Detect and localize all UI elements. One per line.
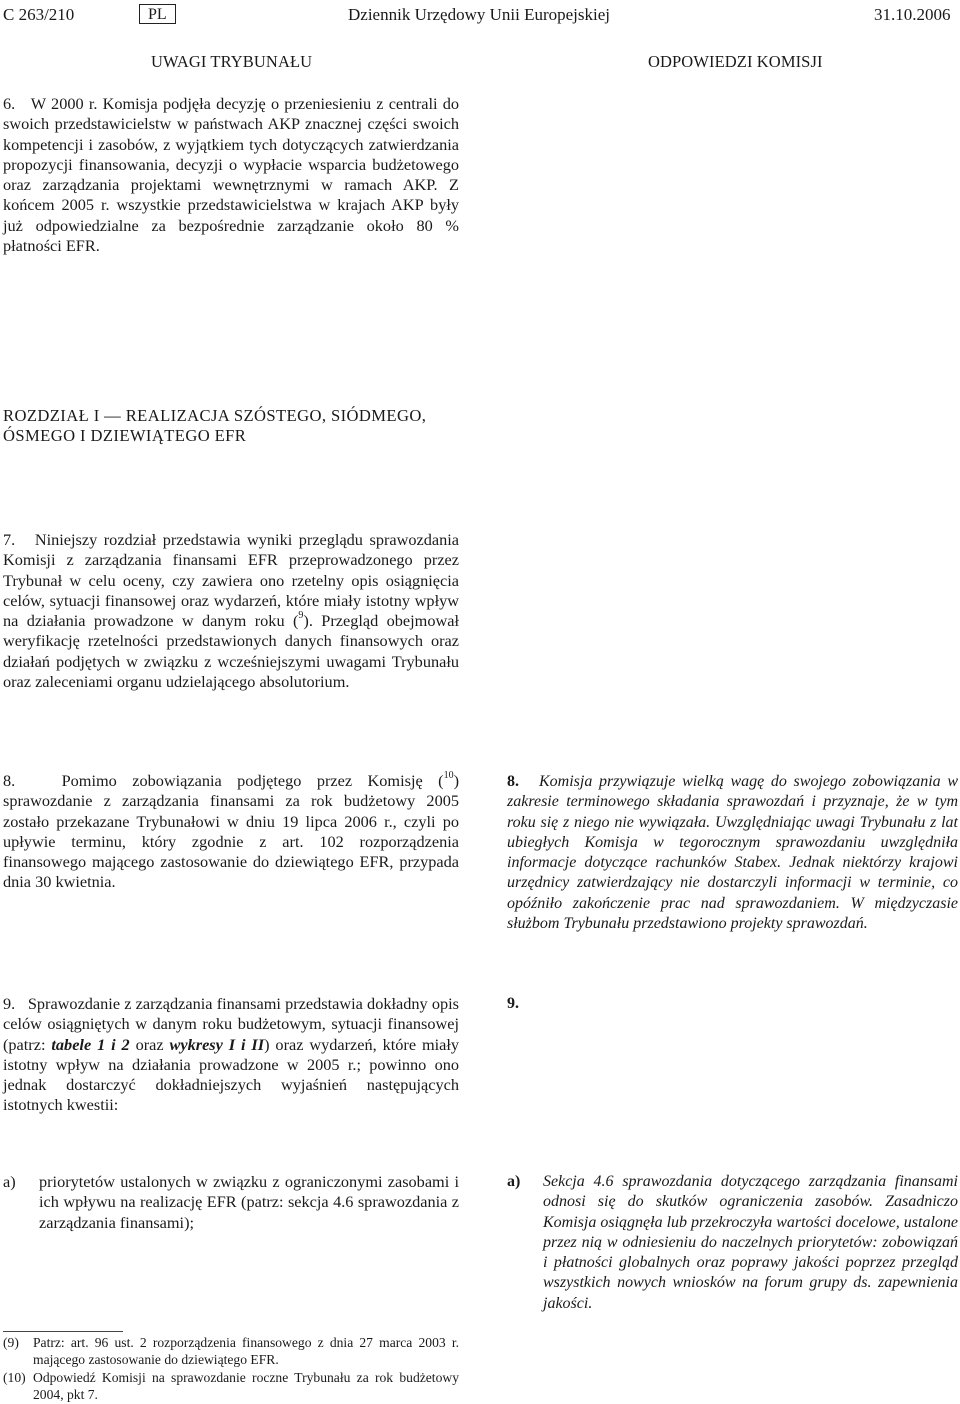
paragraph-text-part-1: Niniejszy rozdział przedstawia wyniki przeglądu sprawozdania Komisji z zarządzania finansami EFR przeprowadzonego przez Trybunał w celu oceny, czy zawiera ono rzetelny opis osiągnięcia celów, sytuacji finansowej oraz wydarzeń, które miały istotny wpływ na działania prowadzone w danym roku ( [3, 530, 459, 631]
footnote-label: (10) [3, 1369, 26, 1385]
paragraph-text-part-2: ). Przegląd obejmował weryfikację rzetelności przedstawionych danych finansowych oraz działań podjętych w związku z wcześniejszymi uwagami Trybunału oraz zaleceniami organu udzielającego absolutorium. [3, 611, 459, 692]
publication-date: 31.10.2006 [874, 5, 951, 24]
reply-point-label: a) [507, 1173, 521, 1190]
paragraph-text-part-1: Pomimo zobowiązania podjętego przez Komisję ( [61, 771, 444, 790]
reply-9 [507, 994, 958, 1014]
footnotes [3, 1334, 459, 1404]
reply-number: 9. [507, 995, 519, 1012]
left-column-title: UWAGI TRYBUNAŁU [151, 52, 313, 71]
paragraph-text-part-2: ) oraz wydarzeń, które miały istotny wpływ na działania prowadzone w 2005 r.; powinno ono jednak dostarczyć dokładniejszych wyjaśnień następujących istotnych kwestii: [3, 1034, 460, 1115]
charts-reference: wykresy I i II [169, 1034, 265, 1054]
paragraph-number: 7. [3, 530, 16, 549]
footnote-divider [3, 1331, 123, 1332]
language-code: PL [139, 4, 176, 24]
footnote-reference[interactable]: 10 [443, 770, 454, 781]
paragraph-text-part-1: Sprawozdanie z zarządzania finansami przedstawia dokładny opis celów osiągniętych w danym roku budżetowym, sytuacji finansowej (patrz: [3, 994, 459, 1054]
point-a [3, 1172, 459, 1233]
chapter-heading [3, 406, 426, 447]
journal-title: Dziennik Urzędowy Unii Europejskiej [348, 5, 611, 24]
footnote-text: Patrz: art. 96 ust. 2 rozporządzenia finansowego z dnia 27 marca 2003 r. mającego zastosowanie do dziewiątego EFR. [33, 1335, 459, 1368]
paragraph-text-part-2: ) sprawozdanie z zarządzania finansami za rok budżetowy 2005 zostało przekazane Trybunałowi w dniu 19 lipca 2006 r., czyli po upływie terminu, który zgodnie z art. 102 rozporządzenia finansowego mającego zastosowanie do dziewiątego EFR, przypada dnia 30 kwietnia. [3, 771, 459, 892]
footnote-reference[interactable]: 9 [298, 610, 304, 622]
footnote-text: Odpowiedź Komisji na sprawozdanie roczne Trybunału za rok budżetowy 2004, pkt 7. [33, 1369, 459, 1403]
reply-point-text: Sekcja 4.6 sprawozdania dotyczącego zarządzania finansami odnosi się do skutków ograniczenia zasobów. Zasadniczo Komisja osiągnęła lub przekroczyła wartości docelowe, ustalone przez nią w odniesieniu do naczelnych priorytetów: zobowiązań i płatności globalnych oraz poprawy jakości poprzez przegląd wszystkich nowych wniosków na forum grupy ds. zapewnienia jakości. [543, 1173, 958, 1312]
paragraph-8 [3, 771, 459, 893]
paragraph-number: 6. [3, 94, 16, 113]
point-text: priorytetów ustalonych w związku z ograniczonymi zasobami i ich wpływu na realizację EFR (patrz: sekcja 4.6 sprawozdania z zarządzania finansami); [39, 1172, 459, 1232]
chapter-heading-line-2: ÓSMEGO I DZIEWIĄTEGO EFR [3, 426, 247, 446]
language-box [139, 4, 176, 24]
right-column-title: ODPOWIEDZI KOMISJI [648, 52, 823, 71]
footnote-label: (9) [3, 1335, 19, 1350]
reply-number: 8. [507, 773, 519, 790]
chapter-heading-line-1: ROZDZIAŁ I — REALIZACJA SZÓSTEGO, SIÓDMEGO, [3, 406, 427, 425]
paragraph-number: 8. [3, 771, 16, 790]
paragraph-text-joiner: oraz [129, 1034, 170, 1054]
reply-point-a [507, 1172, 958, 1314]
tables-reference: tabele 1 i 2 [51, 1034, 130, 1054]
footnote-9 [3, 1334, 459, 1369]
page-reference: C 263/210 [3, 5, 75, 24]
reply-text: Komisja przywiązuje wielką wagę do swojego zobowiązania w zakresie terminowego składania sprawozdań i przyznaje, że w tym roku się z niego nie wywiązała. Uwzględniając uwagi Trybunału z lat ubiegłych Komisja w tegorocznym sprawozdaniu uwzględniła informacje dotyczące rachunków Stabex. Jednak niektórzy krajowi urzędnicy zatwierdzający nie dostarczyli informacji w terminie, co opóźniło zakończenie prac nad sprawozdaniem. W międzyczasie służbom Trybunału przedstawiono projekty sprawozdań. [507, 773, 959, 933]
paragraph-number: 9. [3, 994, 16, 1013]
reply-8 [507, 772, 958, 934]
paragraph-9 [3, 994, 459, 1116]
point-label: a) [3, 1172, 16, 1191]
paragraph-6 [3, 94, 459, 256]
paragraph-7 [3, 530, 459, 692]
paragraph-text: W 2000 r. Komisja podjęła decyzję o przeniesieniu z centrali do swoich przedstawicielstw w państwach AKP znacznej części swoich kompetencji i zasobów, z wyjątkiem tych dotyczących zatwierdzania propozycji finansowania, decyzji o wypłacie wsparcia budżetowego oraz zarządzania projektami wewnętrznymi w ramach AKP. Z końcem 2005 r. wszystkie przedstawicielstwa w krajach AKP były już odpowiedzialne za bezpośrednie zarządzanie około 80 % płatności EFR. [3, 94, 459, 256]
footnote-10 [3, 1369, 459, 1404]
